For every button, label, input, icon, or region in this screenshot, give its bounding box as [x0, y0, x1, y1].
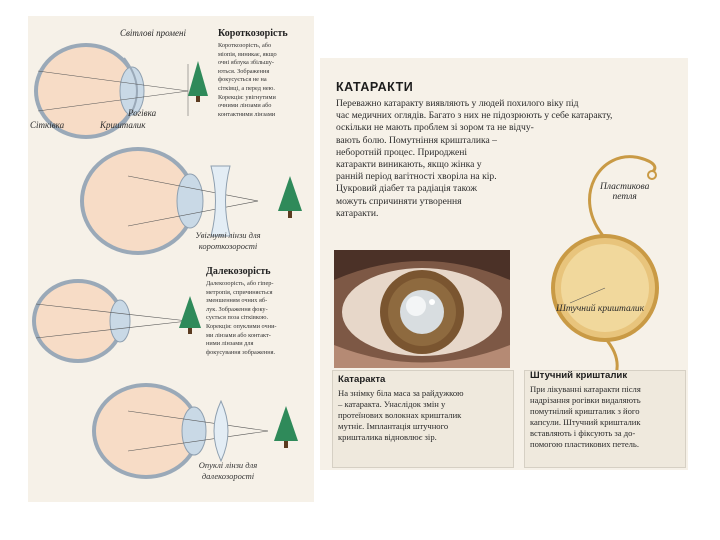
concave-lens-icon	[211, 166, 230, 236]
intraocular-lens-icon	[530, 138, 680, 368]
tree-icon	[179, 296, 201, 334]
label-cornea: Рогівка	[128, 108, 157, 118]
myopia-heading: Короткозорість	[218, 28, 288, 39]
label-lens: Кришталик	[100, 120, 146, 130]
right-page	[320, 58, 688, 470]
label-plastic-loop: Пластикова петля	[600, 182, 650, 202]
label-light-rays: Світлові промені	[120, 28, 186, 38]
implant-text: При лікуванні катаракти після надрізання рогівки видаляють помутнілий кришталик з його капсули. Штучний кришталик вставляють і фіксують за до- помогою пластикових петель.	[530, 384, 641, 449]
page-title: КАТАРАКТИ	[336, 80, 414, 94]
label-artificial-lens: Штучний кришталик	[556, 304, 645, 314]
cataract-eye-photo	[334, 250, 510, 368]
tree-icon	[278, 176, 302, 218]
hyperopia-text: Далекозорість, або гіпер- метропія, спричиняється зменшенням очних яб- лук. Зображення фоку- сується поза сітківкою. Корекція: опуклими очни- ми лінзами або контакт- ними лінзами для фокусування зображення.	[206, 280, 277, 356]
myopia-text: Короткозорість, або міопія, виникає, якщо очні яблука збільшу- ються. Зображення фокусується не на сітківці, а перед нею. Корекція: увігнутими очними лінзами або контактними лінзами	[218, 42, 277, 118]
convex-lens-caption: Опуклі лінзи для далекозорості	[198, 460, 258, 481]
concave-lens-caption: Увігнуті лінзи для короткозорості	[195, 230, 261, 251]
tree-icon	[188, 61, 208, 102]
left-page	[28, 16, 314, 502]
cataract-text: На знімку біла маса за райдужкою – катаракта. Унаслідок змін у протеїнових волокнах кришталик мутніє. Імплантація штучного кришталика відновлює зір.	[338, 388, 464, 442]
eye-cross-section-icon	[34, 281, 188, 361]
convex-lens-icon	[214, 401, 228, 461]
hyperopia-heading: Далекозорість	[206, 266, 271, 277]
tree-icon	[274, 406, 298, 448]
intro-text: Переважно катаракту виявляють у людей похилого віку під час медичних оглядів. Багато з них не підозрюють у себе катаракту, оскільки не мають проблем зі зором та не відчу- вають болю. Помутніння кришталика – неборотній процес. Природжені катаракти виникають, якщо жінка у ранній період вагітності хворіла на кір. Цукровий діабет та радіація також можуть спричиняти утворення катаракти.	[336, 98, 613, 219]
implant-heading: Штучний кришталик	[530, 370, 628, 381]
cataract-heading: Катаракта	[338, 374, 386, 385]
label-retina: Сітківка	[30, 120, 65, 130]
